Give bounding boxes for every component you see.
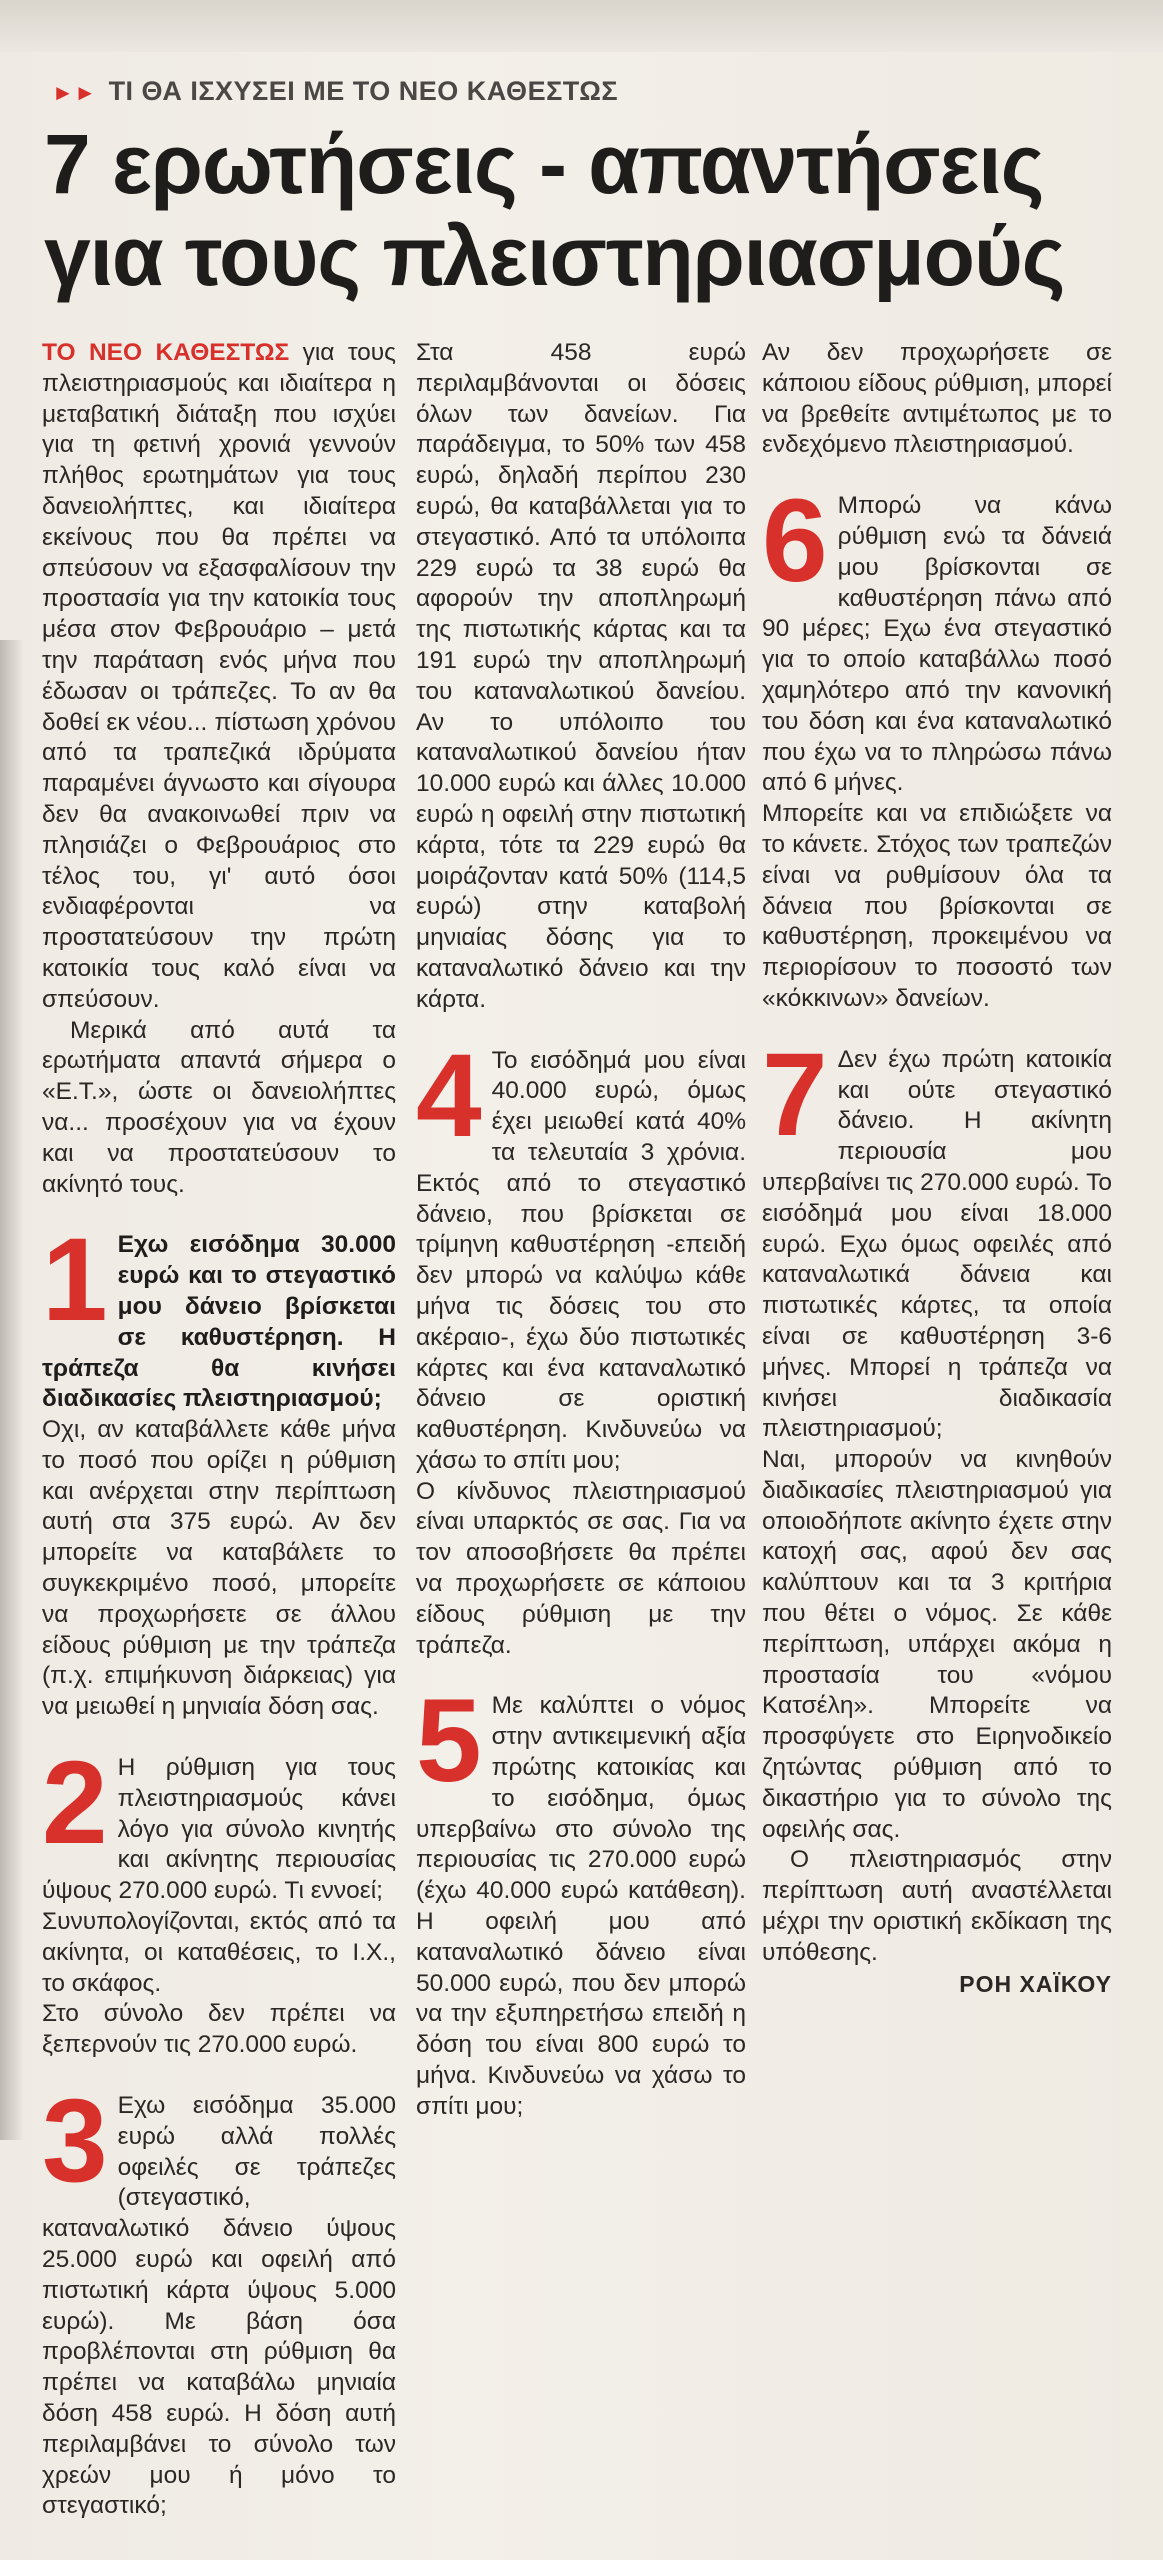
headline-line-1: 7 ερωτήσεις - απαντήσεις (44, 117, 1044, 211)
article-kicker (52, 76, 618, 107)
answer-text-2: Στο σύνολο δεν πρέπει να ξεπερνούν τις 270.000 ευρώ. (42, 2000, 396, 2059)
author-byline: ΡΟΗ ΧΑΪΚΟΥ (959, 1970, 1112, 1997)
article-column-2 (416, 338, 746, 2123)
page-top-edge (0, 0, 1163, 52)
qa-item-7 (762, 1028, 1112, 2000)
qa-item-3 (42, 2075, 396, 2522)
question-text: Με καλύπτει ο νόμος στην αντικειμενική αξία πρώτης κατοικίας και το εισόδημα, όμως υπερβαίνω στο σύνολο της περιουσίας τις 270.000 ευρώ (έχω 40.000 ευρώ κατάθεση). Η οφειλή μου από καταναλωτικό δάνειο είναι 50.000 ευρώ, που δεν μπορώ να την εξυπηρετήσω επειδή η δόση του είναι 800 ευρώ το μήνα. Κινδυνεύω να χάσω το σπίτι μου; (416, 1692, 746, 2120)
answer-text: Συνυπολογίζονται, εκτός από τα ακίνητα, οι καταθέσεις, το Ι.Χ., το σκάφος. (42, 1908, 396, 1997)
answer-text: Αν δεν προχωρήσετε σε κάποιου είδους ρύθμιση, μπορεί να βρεθείτε αντιμέτωπος με το ενδεχόμενο πλειστηριασμού. (762, 339, 1112, 459)
article-column-3 (762, 338, 1112, 1999)
article-headline (44, 118, 1124, 302)
question-text: Το εισόδημά μου είναι 40.000 ευρώ, όμως έχει μειωθεί κατά 40% τα τελευταία 3 χρόνια. Εκτός από το στεγαστικό δάνειο, που βρίσκεται σε τρίμηνη καθυστέρηση -επειδή δεν μπορώ να καλύψω κάθε μήνα τις δόσεις του στο ακέραιο-, έχω δύο πιστωτικές κάρτες και ένα καταναλωτικό δάνειο σε οριστική καθυστέρηση. Κινδυνεύω να χάσω το σπίτι μου; (416, 1046, 746, 1474)
intro-paragraph-2: Μερικά από αυτά τα ερωτήματα απαντά σήμερα ο «Ε.Τ.», ώστε οι δανειολήπτες να... προσέχουν για να έχουν και να προστατεύσουν το ακίνητό τους. (42, 1016, 396, 1198)
question-number: 5 (416, 1675, 482, 1808)
qa-item-1 (42, 1214, 396, 1723)
answer-text: Οχι, αν καταβάλλετε κάθε μήνα το ποσό που ορίζει η ρύθμιση και ανέρχεται στην περίπτωση αυτή στα 375 ευρώ. Αν δεν μπορείτε να καταβάλετε το συγκεκριμένο ποσό, μπορείτε να προχωρήσετε σε άλλου είδους ρύθμιση με την τράπεζα (π.χ. επιμήκυνση διάρκειας) για να μειωθεί η μηνιαία δόση σας. (42, 1416, 396, 1721)
headline-line-2: για τους πλειστηριασμούς (44, 209, 1065, 303)
double-arrow-icon: ►► (52, 80, 97, 105)
question-number: 2 (42, 1737, 108, 1870)
qa-item-5 (416, 1675, 746, 2122)
intro-text: για τους πλειστηριασμούς και ιδιαίτερα η μεταβατική διάταξη που ισχύει για τη φετινή χρονιά γεννούν πλήθος ερωτημάτων για τους δανειολήπτες, και ιδιαίτερα εκείνους που θα πρέπει να σπεύσουν να εξασφαλίσουν την προστασία για την κατοικία τους μέσα στον Φεβρουάριο – μετά την παράταση ενός μήνα που έδωσαν οι τράπεζες. Το αν θα δοθεί εκ νέου... πίστωση χρόνου από τα τραπεζικά ιδρύματα παραμένει άγνωστο και σίγουρα δεν θα ανακοινωθεί πριν να πλησιάζει ο Φεβρουάριος στο τέλος του, γι' αυτό όσοι ενδιαφέρονται να προστατεύσουν την πρώτη κατοικία τους καλό είναι να σπεύσουν. (42, 339, 396, 1013)
question-text: Εχω εισόδημα 30.000 ευρώ και το στεγαστικό μου δάνειο βρίσκεται σε καθυστέρηση. Η τράπεζα θα κινήσει διαδικασίες πλειστηριασμού; (42, 1231, 396, 1413)
qa-item-4 (416, 1029, 746, 1662)
question-text: Δεν έχω πρώτη κατοικία και ούτε στεγαστικό δάνειο. Η ακίνητη περιουσία μου υπερβαίνει τις 270.000 ευρώ. Το εισόδημά μου είναι 18.000 ευρώ. Εχω όμως οφειλές από καταναλωτικά δάνεια και πιστωτικές κάρτες, τα οποία είναι σε καθυστέρηση 3-6 μήνες. Μπορεί η τράπεζα να κινήσει διαδικασία πλειστηριασμού; (762, 1045, 1112, 1443)
question-number: 1 (42, 1214, 108, 1347)
question-text: Η ρύθμιση για τους πλειστηριασμούς κάνει λόγο για σύνολο κινητής και ακίνητης περιουσίας ύψους 270.000 ευρώ. Τι εννοεί; (42, 1754, 396, 1905)
question-text: Εχω εισόδημα 35.000 ευρώ αλλά πολλές οφειλές σε τράπεζες (στεγαστικό, καταναλωτικό δάνειο ύψους 25.000 ευρώ και οφειλή από πιστωτική κάρτα ύψους 5.000 ευρώ). Με βάση όσα προβλέπονται στη ρύθμιση θα πρέπει να καταβάλω μηνιαία δόση 458 ευρώ. Η δόση αυτή περιλαμβάνει το σύνολο των χρεών μου ή μόνο το στεγαστικό; (42, 2092, 396, 2520)
article-column-1 (42, 338, 396, 2522)
question-number: 4 (416, 1029, 482, 1162)
page-left-shadow (0, 640, 24, 2140)
answer-text: Στα 458 ευρώ περιλαμβάνονται οι δόσεις όλων των δανείων. Για παράδειγμα, το 50% των 458 ευρώ, δηλαδή περίπου 230 ευρώ, θα καταβάλλεται για το στεγαστικό. Από τα υπόλοιπα 229 ευρώ τα 38 ευρώ θα αφορούν την αποπληρωμή της πιστωτικής κάρτας και τα 191 ευρώ την αποπληρωμή του καταναλωτικού δανείου. Αν το υπόλοιπο του καταναλωτικού δανείου ήταν 10.000 ευρώ και άλλες 10.000 ευρώ η οφειλή στην πιστωτική κάρτα, τότε τα 229 ευρώ θα μοιράζονταν κατά 50% (114,5 ευρώ) στην καταβολή μηνιαίας δόσης για το καταναλωτικό δάνειο και την κάρτα. (416, 339, 746, 1013)
question-number: 3 (42, 2075, 108, 2208)
question-number: 6 (762, 475, 828, 608)
question-number: 7 (762, 1028, 828, 1161)
question-text: Μπορώ να κάνω ρύθμιση ενώ τα δάνειά μου βρίσκονται σε καθυστέρηση πάνω από 90 μέρες; Εχω ένα στεγαστικό για το οποίο καταβάλλω ποσό χαμηλότερο από την κανονική του δόση και ένα καταναλωτικό που έχω να το πληρώσω πάνω από 6 μήνες. (762, 492, 1112, 797)
answer-text: Μπορείτε και να επιδιώξετε να το κάνετε. Στόχος των τραπεζών είναι να ρυθμίσουν όλα τα δάνεια που βρίσκονται σε καθυστέρηση, προκειμένου να περιορίσουν το ποσοστό των «κόκκινων» δανείων. (762, 800, 1112, 1012)
answer-text: Ο κίνδυνος πλειστηριασμού είναι υπαρκτός σε σας. Για να τον αποσοβήσετε θα πρέπει να προχωρήσετε σε κάποιου είδους ρύθμιση με την τράπεζα. (416, 1477, 746, 1659)
answer-text-2: Ο πλειστηριασμός στην περίπτωση αυτή αναστέλλεται μέχρι την οριστική εκδίκαση της υπόθεσης. (762, 1846, 1112, 1966)
qa-item-2 (42, 1737, 396, 2061)
kicker-text: ΤΙ ΘΑ ΙΣΧΥΣΕΙ ΜΕ ΤΟ ΝΕΟ ΚΑΘΕΣΤΩΣ (108, 76, 619, 106)
intro-paragraph (42, 338, 396, 1016)
qa-item-6 (762, 475, 1112, 1015)
answer-text: Ναι, μπορούν να κινηθούν διαδικασίες πλειστηριασμού για οποιοδήποτε ακίνητο έχετε στην κατοχή σας, αφού δεν σας καλύπτουν και τα 3 κριτήρια που θέτει ο νόμος. Σε κάθε περίπτωση, υπάρχει ακόμα η προστασία του «νόμου Κατσέλη». Μπορείτε να προσφύγετε στο Ειρηνοδικείο ζητώντας ρύθμιση από το δικαστήριο για το σύνολο της οφειλής σας. (762, 1446, 1112, 1843)
intro-lead: ΤΟ ΝΕΟ ΚΑΘΕΣΤΩΣ (42, 339, 290, 366)
